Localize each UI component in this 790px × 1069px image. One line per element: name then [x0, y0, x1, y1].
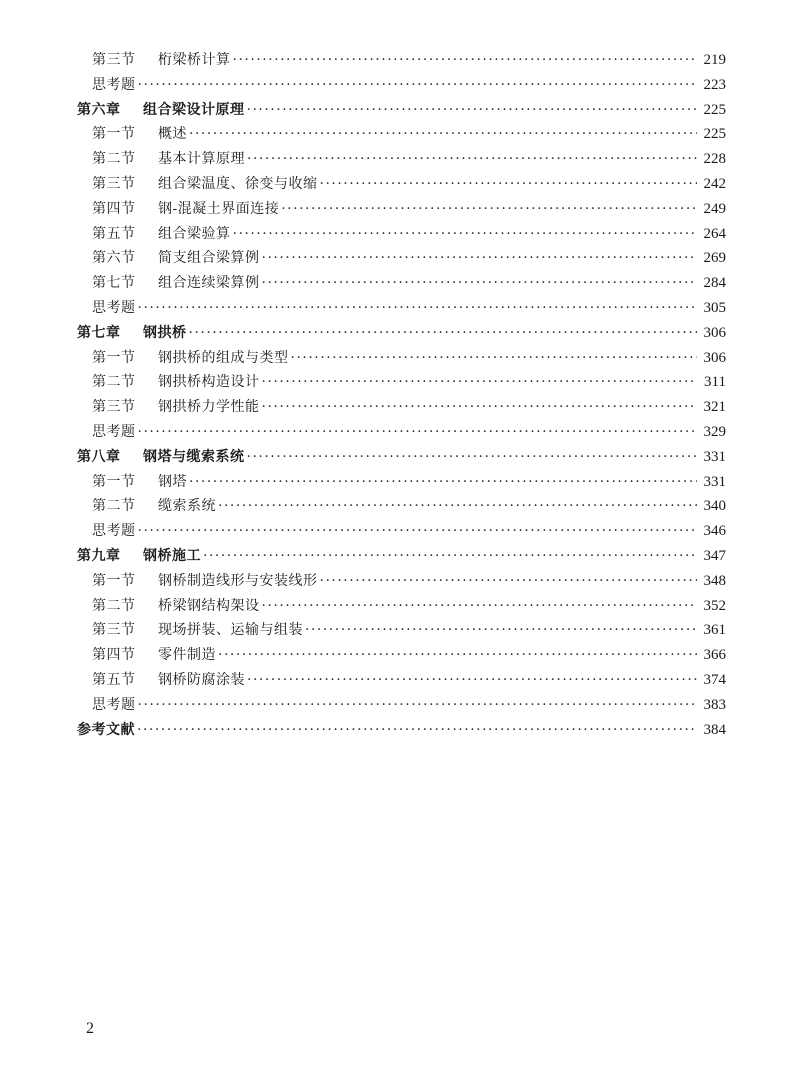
- toc-entry-label: 钢拱桥的组成与类型: [158, 349, 289, 366]
- dot-leader: [138, 519, 698, 544]
- toc-entry-title: [92, 222, 231, 247]
- toc-entry-number: 第三节: [92, 399, 136, 416]
- toc-entry-number: 第一节: [92, 473, 136, 490]
- toc-entry-chapter[interactable]: [77, 321, 726, 346]
- toc-entry-number: 第二节: [92, 374, 136, 391]
- toc-entry-number: 第五节: [92, 225, 136, 242]
- toc-entry-page: 269: [703, 250, 726, 267]
- toc-entry-section[interactable]: [77, 668, 726, 693]
- toc-entry-page: 306: [703, 324, 726, 341]
- toc-entry-label: 桥梁钢结构架设: [158, 597, 260, 614]
- toc-entry-number: 第四节: [92, 200, 136, 217]
- toc-entry-number: 第一节: [92, 572, 136, 589]
- dot-leader: [247, 98, 698, 123]
- dot-leader: [320, 569, 698, 594]
- toc-entry-label: 钢拱桥力学性能: [158, 399, 260, 416]
- toc-entry-label: 概述: [158, 126, 187, 143]
- toc-entry-number: 第七节: [92, 275, 136, 292]
- toc-entry-label: 缆索系统: [158, 498, 216, 515]
- toc-entry-label: 思考题: [92, 76, 136, 93]
- toc-entry-number: 第一节: [92, 349, 136, 366]
- toc-entry-title: [92, 470, 187, 495]
- dot-leader: [291, 346, 698, 371]
- dot-leader: [138, 296, 698, 321]
- toc-entry-number: 第二节: [92, 498, 136, 515]
- dot-leader: [233, 48, 698, 73]
- toc-entry-title: [92, 693, 136, 718]
- dot-leader: [189, 122, 697, 147]
- toc-entry-number: 第三节: [92, 52, 136, 68]
- toc-entry-page: 228: [703, 151, 726, 168]
- toc-entry-title: [92, 48, 231, 73]
- toc-entry-number: 第四节: [92, 647, 136, 664]
- toc-entry-page: 306: [703, 349, 726, 366]
- dot-leader: [203, 544, 697, 569]
- toc-entry-number: 第八章: [77, 448, 121, 465]
- toc-entry-title: [92, 246, 260, 271]
- dot-leader: [262, 395, 698, 420]
- toc-entry-number: 第三节: [92, 175, 136, 192]
- toc-entry-title: [92, 494, 216, 519]
- toc-entry-title: [92, 668, 245, 693]
- toc-entry-number: 第一节: [92, 126, 136, 143]
- toc-entry-label: 思考题: [92, 523, 136, 540]
- toc-entry-label: 钢桥防腐涂装: [158, 671, 245, 688]
- toc-entry-label: 钢塔: [158, 473, 187, 490]
- toc-entry-title: [92, 122, 187, 147]
- toc-entry-page: 305: [703, 299, 726, 316]
- toc-entry-page: 219: [703, 52, 726, 68]
- toc-entry-title: [92, 370, 260, 395]
- toc-entry-page: 321: [703, 399, 726, 416]
- toc-entry-section[interactable]: [77, 197, 726, 222]
- toc-entry-page: 329: [703, 423, 726, 440]
- dot-leader: [262, 370, 698, 395]
- toc-entry-title: [92, 420, 136, 445]
- toc-entry-page: 366: [703, 647, 726, 664]
- toc-entry-label: 基本计算原理: [158, 151, 245, 168]
- toc-entry-label: 组合梁验算: [158, 225, 231, 242]
- toc-entry-number: 第三节: [92, 622, 136, 639]
- toc-entry-review[interactable]: [77, 693, 726, 718]
- toc-entry-title: [92, 172, 318, 197]
- toc-entry-title: [92, 643, 216, 668]
- toc-entry-section[interactable]: [77, 246, 726, 271]
- toc-entry-title: [92, 197, 279, 222]
- toc-entry-title: [77, 445, 245, 470]
- dot-leader: [281, 197, 697, 222]
- toc-entry-label: 简支组合梁算例: [158, 250, 260, 267]
- toc-entry-page: 361: [703, 622, 726, 639]
- toc-entry-page: 383: [703, 696, 726, 713]
- toc-entry-number: 第五节: [92, 671, 136, 688]
- toc-entry-title: [92, 346, 289, 371]
- toc-entry-page: 311: [704, 374, 726, 391]
- toc-entry-page: 374: [703, 671, 726, 688]
- toc-entry-section[interactable]: [77, 370, 726, 395]
- toc-entry-title: [92, 395, 260, 420]
- toc-entry-label: 钢拱桥: [143, 324, 187, 341]
- dot-leader: [247, 147, 697, 172]
- toc-entry-section[interactable]: [77, 470, 726, 495]
- toc-entry-page: 284: [703, 275, 726, 292]
- toc-entry-page: 242: [703, 175, 726, 192]
- dot-leader: [262, 594, 698, 619]
- toc-entry-section[interactable]: [77, 147, 726, 172]
- toc-entry-label: 钢塔与缆索系统: [143, 448, 245, 465]
- toc-entry-label: 思考题: [92, 423, 136, 440]
- toc-entry-label: 组合梁温度、徐变与收缩: [158, 175, 318, 192]
- toc-entry-section[interactable]: [77, 48, 726, 73]
- dot-leader: [138, 693, 698, 718]
- toc-entry-number: 第二节: [92, 597, 136, 614]
- dot-leader: [218, 643, 697, 668]
- toc-entry-review[interactable]: [77, 519, 726, 544]
- dot-leader: [247, 668, 697, 693]
- toc-entry-chapter[interactable]: [77, 98, 726, 123]
- dot-leader: [262, 271, 698, 296]
- toc-entry-page: 225: [703, 126, 726, 143]
- toc-entry-page: 264: [703, 225, 726, 242]
- toc-entry-page: 223: [703, 76, 726, 93]
- toc-entry-page: 347: [703, 547, 726, 564]
- toc-entry-title: [77, 321, 187, 346]
- toc-entry-title: [92, 569, 318, 594]
- table-of-contents: [77, 48, 726, 742]
- dot-leader: [305, 618, 697, 643]
- toc-entry-review[interactable]: [77, 73, 726, 98]
- toc-entry-section[interactable]: [77, 618, 726, 643]
- toc-entry-title: [92, 594, 260, 619]
- toc-entry-section[interactable]: [77, 346, 726, 371]
- dot-leader: [138, 420, 698, 445]
- toc-entry-label: 思考题: [92, 299, 136, 316]
- toc-entry-label: 钢桥制造线形与安装线形: [158, 572, 318, 589]
- toc-entry-page: 340: [703, 498, 726, 515]
- toc-entry-page: 348: [703, 572, 726, 589]
- toc-entry-title: [92, 519, 136, 544]
- dot-leader: [320, 172, 698, 197]
- toc-entry-title: [92, 73, 136, 98]
- toc-entry-number: 第九章: [77, 547, 121, 564]
- toc-entry-section[interactable]: [77, 494, 726, 519]
- toc-entry-title: [92, 618, 303, 643]
- toc-entry-label: 组合连续梁算例: [158, 275, 260, 292]
- dot-leader: [262, 246, 698, 271]
- toc-entry-label: 思考题: [92, 696, 136, 713]
- toc-entry-review[interactable]: [77, 420, 726, 445]
- toc-entry-number: 第六章: [77, 101, 121, 118]
- dot-leader: [189, 470, 697, 495]
- dot-leader: [247, 445, 698, 470]
- toc-entry-title: [77, 98, 245, 123]
- dot-leader: [137, 718, 697, 743]
- dot-leader: [233, 222, 698, 247]
- toc-entry-chapter[interactable]: [77, 544, 726, 569]
- toc-entry-chapter[interactable]: [77, 445, 726, 470]
- toc-entry-label: 钢-混凝土界面连接: [158, 200, 280, 217]
- toc-entry-page: 249: [703, 200, 726, 217]
- toc-entry-title: [77, 718, 135, 743]
- toc-entry-page: 352: [703, 597, 726, 614]
- toc-entry-references[interactable]: [77, 718, 726, 743]
- toc-entry-section[interactable]: [77, 594, 726, 619]
- toc-entry-label: 钢桥施工: [143, 547, 201, 564]
- toc-entry-number: 第六节: [92, 250, 136, 267]
- toc-entry-page: 225: [703, 101, 726, 118]
- toc-entry-title: [92, 296, 136, 321]
- toc-entry-title: [92, 147, 245, 172]
- page-number: 2: [86, 1020, 94, 1037]
- toc-entry-title: [77, 544, 201, 569]
- toc-entry-section[interactable]: [77, 643, 726, 668]
- toc-entry-number: 第二节: [92, 151, 136, 168]
- toc-entry-label: 桁梁桥计算: [158, 52, 231, 68]
- toc-entry-section[interactable]: [77, 271, 726, 296]
- dot-leader: [218, 494, 697, 519]
- toc-entry-title: [92, 271, 260, 296]
- toc-entry-section[interactable]: [77, 569, 726, 594]
- toc-entry-section[interactable]: [77, 172, 726, 197]
- toc-entry-label: 现场拼装、运输与组装: [158, 622, 303, 639]
- toc-entry-page: 346: [703, 523, 726, 540]
- dot-leader: [189, 321, 698, 346]
- toc-entry-label: 钢拱桥构造设计: [158, 374, 260, 391]
- toc-entry-review[interactable]: [77, 296, 726, 321]
- toc-entry-section[interactable]: [77, 222, 726, 247]
- toc-entry-label: 组合梁设计原理: [143, 101, 245, 118]
- toc-entry-section[interactable]: [77, 395, 726, 420]
- toc-entry-number: 第七章: [77, 324, 121, 341]
- toc-entry-page: 331: [703, 448, 726, 465]
- toc-entry-label: 零件制造: [158, 647, 216, 664]
- dot-leader: [138, 73, 698, 98]
- toc-entry-label: 参考文献: [77, 721, 135, 738]
- toc-entry-section[interactable]: [77, 122, 726, 147]
- toc-entry-page: 384: [703, 721, 726, 738]
- toc-entry-page: 331: [703, 473, 726, 490]
